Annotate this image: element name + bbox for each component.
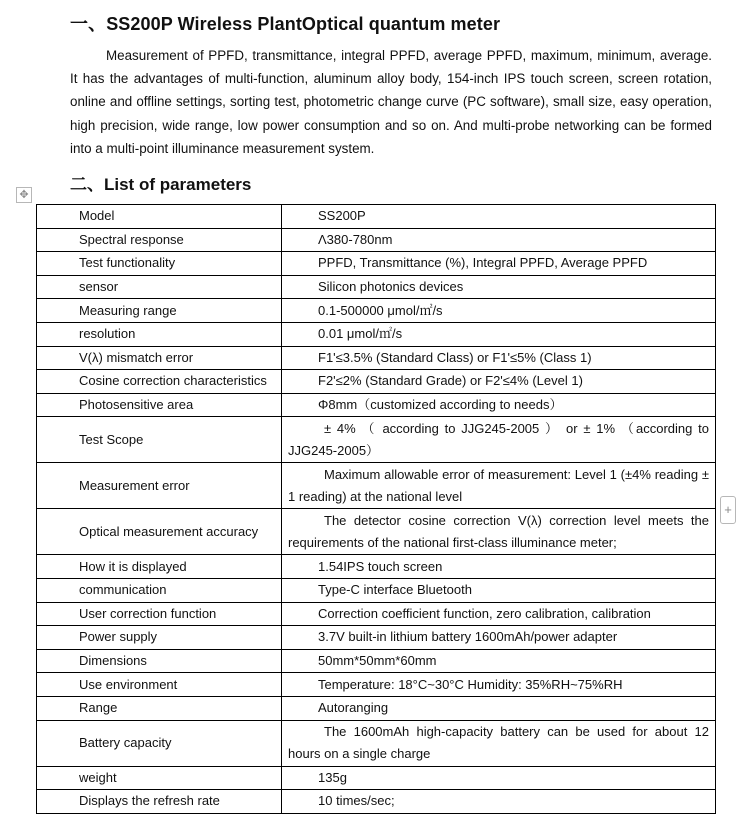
section-heading: 二、List of parameters bbox=[70, 175, 252, 194]
param-value-cell bbox=[282, 766, 716, 790]
param-name-cell: Dimensions bbox=[37, 649, 282, 673]
param-value-cell bbox=[282, 509, 716, 555]
param-value-text: 1.54IPS touch screen bbox=[318, 558, 443, 574]
param-value-text: Autoranging bbox=[318, 700, 389, 716]
param-value-text: 135g bbox=[318, 769, 347, 785]
param-name-cell: Test functionality bbox=[37, 252, 282, 276]
param-value-cell bbox=[282, 346, 716, 370]
param-value-cell bbox=[282, 602, 716, 626]
param-value-cell bbox=[282, 578, 716, 602]
table-row bbox=[37, 346, 716, 370]
param-name-cell: User correction function bbox=[37, 602, 282, 626]
table-row bbox=[37, 463, 716, 509]
table-row bbox=[37, 790, 716, 814]
param-name-cell: Power supply bbox=[37, 626, 282, 650]
param-value-cell bbox=[282, 417, 716, 463]
table-row bbox=[37, 555, 716, 579]
param-value-cell bbox=[282, 370, 716, 394]
param-value-text: Λ380-780nm bbox=[318, 231, 393, 247]
table-row bbox=[37, 578, 716, 602]
param-value-cell bbox=[282, 555, 716, 579]
param-name-cell: resolution bbox=[37, 322, 282, 346]
param-value-text: F1'≤3.5% (Standard Class) or F1'≤5% (Class 1) bbox=[318, 349, 592, 365]
table-row bbox=[37, 626, 716, 650]
table-row bbox=[37, 205, 716, 229]
table-row bbox=[37, 602, 716, 626]
param-value-text: 3.7V built-in lithium battery 1600mAh/power adapter bbox=[318, 629, 618, 645]
param-name-cell: Battery capacity bbox=[37, 720, 282, 766]
param-value-text: PPFD, Transmittance (%), Integral PPFD, Average PPFD bbox=[318, 255, 648, 271]
param-value-cell bbox=[282, 393, 716, 417]
table-row bbox=[37, 696, 716, 720]
param-value-text: The detector cosine correction V(λ) correction level meets the requirements of the national first-class illuminance meter; bbox=[288, 512, 709, 550]
table-row bbox=[37, 228, 716, 252]
param-value-cell bbox=[282, 463, 716, 509]
param-name-cell: Test Scope bbox=[37, 417, 282, 463]
param-value-text: SS200P bbox=[318, 208, 366, 224]
param-value-text: 50mm*50mm*60mm bbox=[318, 653, 437, 669]
param-value-text: Temperature: 18°C~30°C Humidity: 35%RH~75%RH bbox=[318, 676, 623, 692]
param-value-cell bbox=[282, 790, 716, 814]
param-name-cell: V(λ) mismatch error bbox=[37, 346, 282, 370]
param-value-cell bbox=[282, 275, 716, 299]
param-name-cell: Use environment bbox=[37, 673, 282, 697]
param-value-text: 0.1-500000 μmol/㎡/s bbox=[318, 302, 443, 318]
parameters-table bbox=[36, 204, 716, 814]
param-value-cell bbox=[282, 205, 716, 229]
param-name-cell: Range bbox=[37, 696, 282, 720]
param-value-text: Correction coefficient function, zero calibration, calibration bbox=[318, 605, 651, 621]
param-value-text: Type-C interface Bluetooth bbox=[318, 582, 472, 598]
table-row bbox=[37, 673, 716, 697]
param-value-cell bbox=[282, 696, 716, 720]
param-name-cell: communication bbox=[37, 578, 282, 602]
param-name-cell: Measurement error bbox=[37, 463, 282, 509]
param-value-text: ± 4% （ according to JJG245-2005 ） or ± 1% （according to JJG245-2005） bbox=[288, 420, 709, 458]
param-value-text: Φ8mm（customized according to needs） bbox=[318, 397, 563, 413]
param-value-cell bbox=[282, 626, 716, 650]
param-name-cell: Cosine correction characteristics bbox=[37, 370, 282, 394]
param-value-cell bbox=[282, 252, 716, 276]
param-name-cell: Model bbox=[37, 205, 282, 229]
param-value-cell bbox=[282, 299, 716, 323]
table-row bbox=[37, 766, 716, 790]
table-row bbox=[37, 417, 716, 463]
table-row bbox=[37, 299, 716, 323]
param-value-text: Silicon photonics devices bbox=[318, 279, 464, 295]
table-row bbox=[37, 275, 716, 299]
param-value-text: Maximum allowable error of measurement: Level 1 (±4% reading ± 1 reading) at the national level bbox=[288, 466, 709, 504]
param-name-cell: Measuring range bbox=[37, 299, 282, 323]
table-row bbox=[37, 322, 716, 346]
param-name-cell: weight bbox=[37, 766, 282, 790]
table-row bbox=[37, 720, 716, 766]
param-name-cell: Displays the refresh rate bbox=[37, 790, 282, 814]
param-value-cell bbox=[282, 673, 716, 697]
param-value-cell bbox=[282, 322, 716, 346]
param-value-text: 10 times/sec; bbox=[318, 793, 395, 809]
param-name-cell: Photosensitive area bbox=[37, 393, 282, 417]
param-value-cell bbox=[282, 649, 716, 673]
param-name-cell: Optical measurement accuracy bbox=[37, 509, 282, 555]
intro-paragraph: Measurement of PPFD, transmittance, integral PPFD, average PPFD, maximum, minimum, average. It has the advantages of multi-function, aluminum alloy body, 154-inch IPS touch screen, screen rotation, online and offline settings, sorting test, photometric change curve (PC software), small size, easy operation, high precision, wide range, low power consumption and so on. And multi-probe networking can be formed into a multi-point illuminance measurement system. bbox=[70, 48, 712, 156]
table-row bbox=[37, 649, 716, 673]
plus-icon[interactable]: + bbox=[720, 496, 736, 524]
table-row bbox=[37, 509, 716, 555]
param-value-cell bbox=[282, 720, 716, 766]
param-name-cell: How it is displayed bbox=[37, 555, 282, 579]
param-value-cell bbox=[282, 228, 716, 252]
param-value-text: F2'≤2% (Standard Grade) or F2'≤4% (Level 1) bbox=[318, 373, 583, 389]
param-name-cell: Spectral response bbox=[37, 228, 282, 252]
param-value-text: The 1600mAh high-capacity battery can be used for about 12 hours on a single charge bbox=[288, 724, 709, 761]
table-row bbox=[37, 252, 716, 276]
document-title: 一、SS200P Wireless PlantOptical quantum meter bbox=[70, 14, 501, 34]
table-row bbox=[37, 370, 716, 394]
param-value-text: 0.01 μmol/㎡/s bbox=[318, 326, 403, 342]
move-handle-icon[interactable]: ✥ bbox=[16, 187, 32, 203]
table-row bbox=[37, 393, 716, 417]
param-name-cell: sensor bbox=[37, 275, 282, 299]
